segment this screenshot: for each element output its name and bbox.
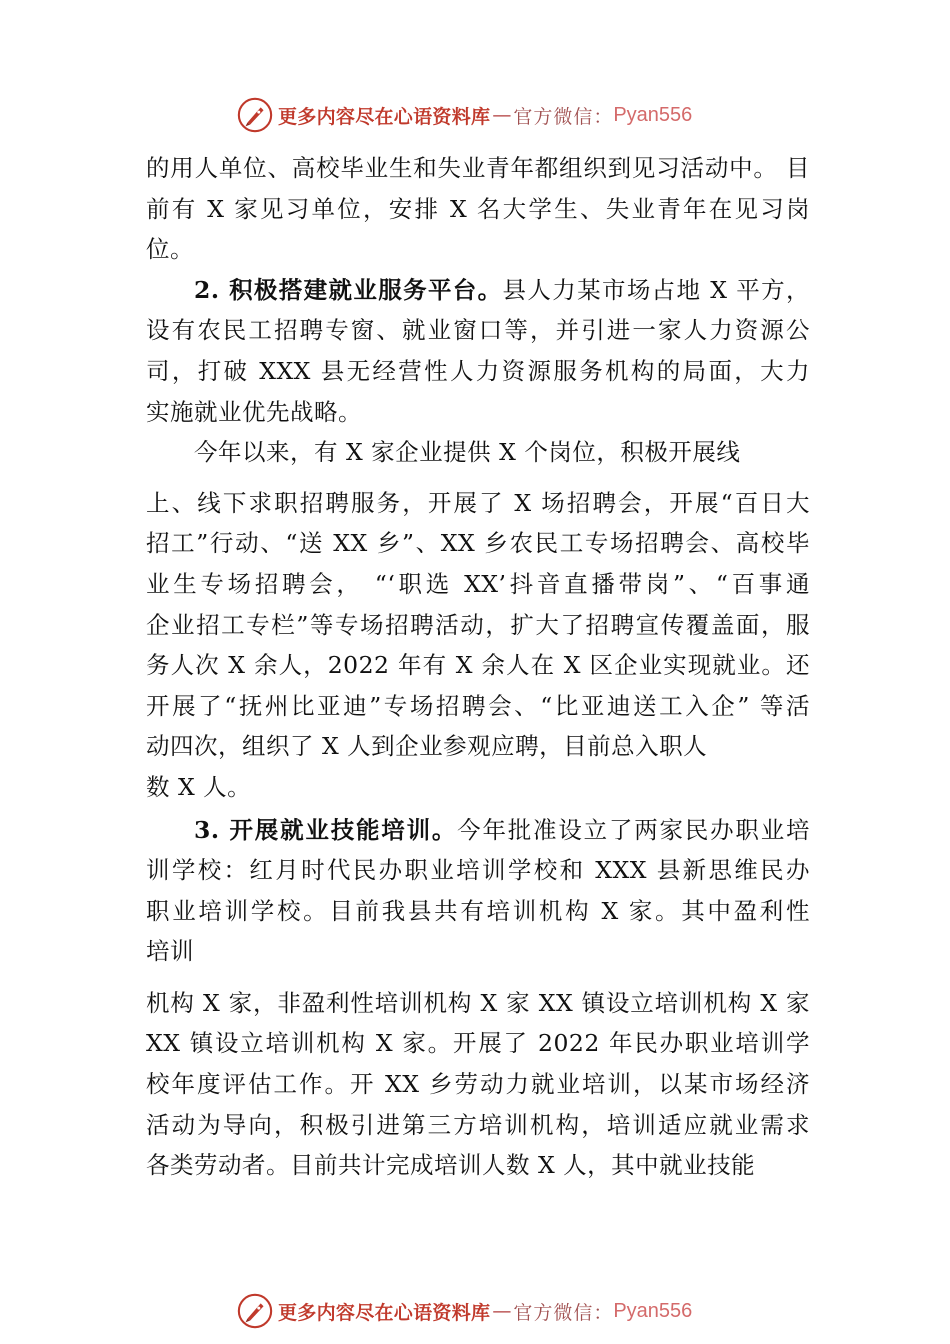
text-line: 开展了“抚州比亚迪”专场招聘会、“比亚迪送工入企” 等活 bbox=[146, 691, 810, 720]
text-line: 今年以来，有 X 家企业提供 X 个岗位，积极开展线 bbox=[194, 438, 741, 467]
text-line: 上、线下求职招聘服务，开展了 X 场招聘会，开展“百日大 bbox=[146, 488, 810, 517]
text-line: 的用人单位、高校毕业生和失业青年都组织到见习活动中。 目 bbox=[146, 154, 810, 182]
document-body bbox=[146, 148, 810, 1186]
footer-watermark bbox=[236, 1291, 692, 1331]
paragraph-service-platform bbox=[146, 270, 810, 432]
text-line: 企业招工专栏”等专场招聘活动，扩大了招聘宣传覆盖面，服 bbox=[146, 610, 810, 639]
text-line: 业生专场招聘会， “‘职选 XX’抖音直播带岗”、“百事通 bbox=[146, 569, 810, 598]
text-line: 训学校：红月时代民办职业培训学校和 XXX 县新思维民办 bbox=[146, 856, 810, 885]
pen-nib-icon bbox=[236, 96, 274, 134]
text-line: 务人次 X 余人，2022 年有 X 余人在 X 区企业实现就业。还 bbox=[146, 651, 810, 680]
text-line: 校年度评估工作。开 XX 乡劳动力就业培训，以某市场经济 bbox=[146, 1070, 810, 1099]
paragraph-skills-training bbox=[146, 810, 810, 972]
paragraph-training-institutions bbox=[146, 983, 810, 1186]
text-line: 招工”行动、“送 XX 乡”、XX 乡农民工专场招聘会、高校毕 bbox=[146, 529, 810, 558]
watermark-brand: 更多内容尽在心语资料库 bbox=[278, 105, 491, 128]
text-line: 数 X 人。 bbox=[146, 772, 252, 801]
text-line: 动四次，组织了 X 人到企业参观应聘，目前总入职人 bbox=[146, 732, 708, 761]
watermark-separator: — bbox=[492, 104, 512, 126]
text-line: 实施就业优先战略。 bbox=[146, 397, 362, 426]
text-line bbox=[146, 270, 810, 311]
text-line: 活动为导向，积极引进第三方培训机构，培训适应就业需求 bbox=[146, 1110, 810, 1139]
text-line: 机构 X 家，非盈利性培训机构 X 家 XX 镇设立培训机构 X 家 bbox=[146, 988, 810, 1017]
text-fragment: 今年批准设立了两家民办职业培 bbox=[457, 815, 811, 844]
text-fragment: 县人力某市场占地 X 平方， bbox=[502, 275, 811, 304]
watermark-brand: 更多内容尽在心语资料库 bbox=[278, 1301, 491, 1324]
text-line: XX 镇设立培训机构 X 家。开展了 2022 年民办职业培训学 bbox=[146, 1029, 810, 1058]
watermark-label: 官方微信： bbox=[513, 1301, 614, 1324]
header-watermark bbox=[236, 95, 692, 135]
text-line: 职业培训学校。目前我县共有培训机构 X 家。其中盈利性 bbox=[146, 896, 810, 925]
section-heading: 2. 积极搭建就业服务平台。 bbox=[194, 275, 503, 304]
text-line: 设有农民工招聘专窗、就业窗口等，并引进一家人力资源公 bbox=[146, 316, 810, 345]
text-line: 位。 bbox=[146, 235, 194, 264]
watermark-wechat-id: Pyan556 bbox=[613, 1299, 693, 1322]
text-line: 培训 bbox=[146, 937, 194, 966]
pen-nib-icon bbox=[236, 1292, 274, 1330]
text-line: 前有 X 家见习单位，安排 X 名大学生、失业青年在见习岗 bbox=[146, 194, 810, 223]
text-line: 司，打破 XXX 县无经营性人力资源服务机构的局面，大力 bbox=[146, 356, 810, 385]
text-line bbox=[146, 810, 810, 851]
watermark-label: 官方微信： bbox=[513, 105, 614, 128]
text-line: 各类劳动者。目前共计完成培训人数 X 人，其中就业技能 bbox=[146, 1151, 756, 1180]
paragraph-recruitment bbox=[146, 432, 810, 807]
watermark-separator: — bbox=[492, 1300, 512, 1322]
paragraph-internship bbox=[146, 148, 810, 270]
section-heading: 3. 开展就业技能培训。 bbox=[194, 815, 458, 844]
watermark-wechat-id: Pyan556 bbox=[613, 103, 693, 126]
